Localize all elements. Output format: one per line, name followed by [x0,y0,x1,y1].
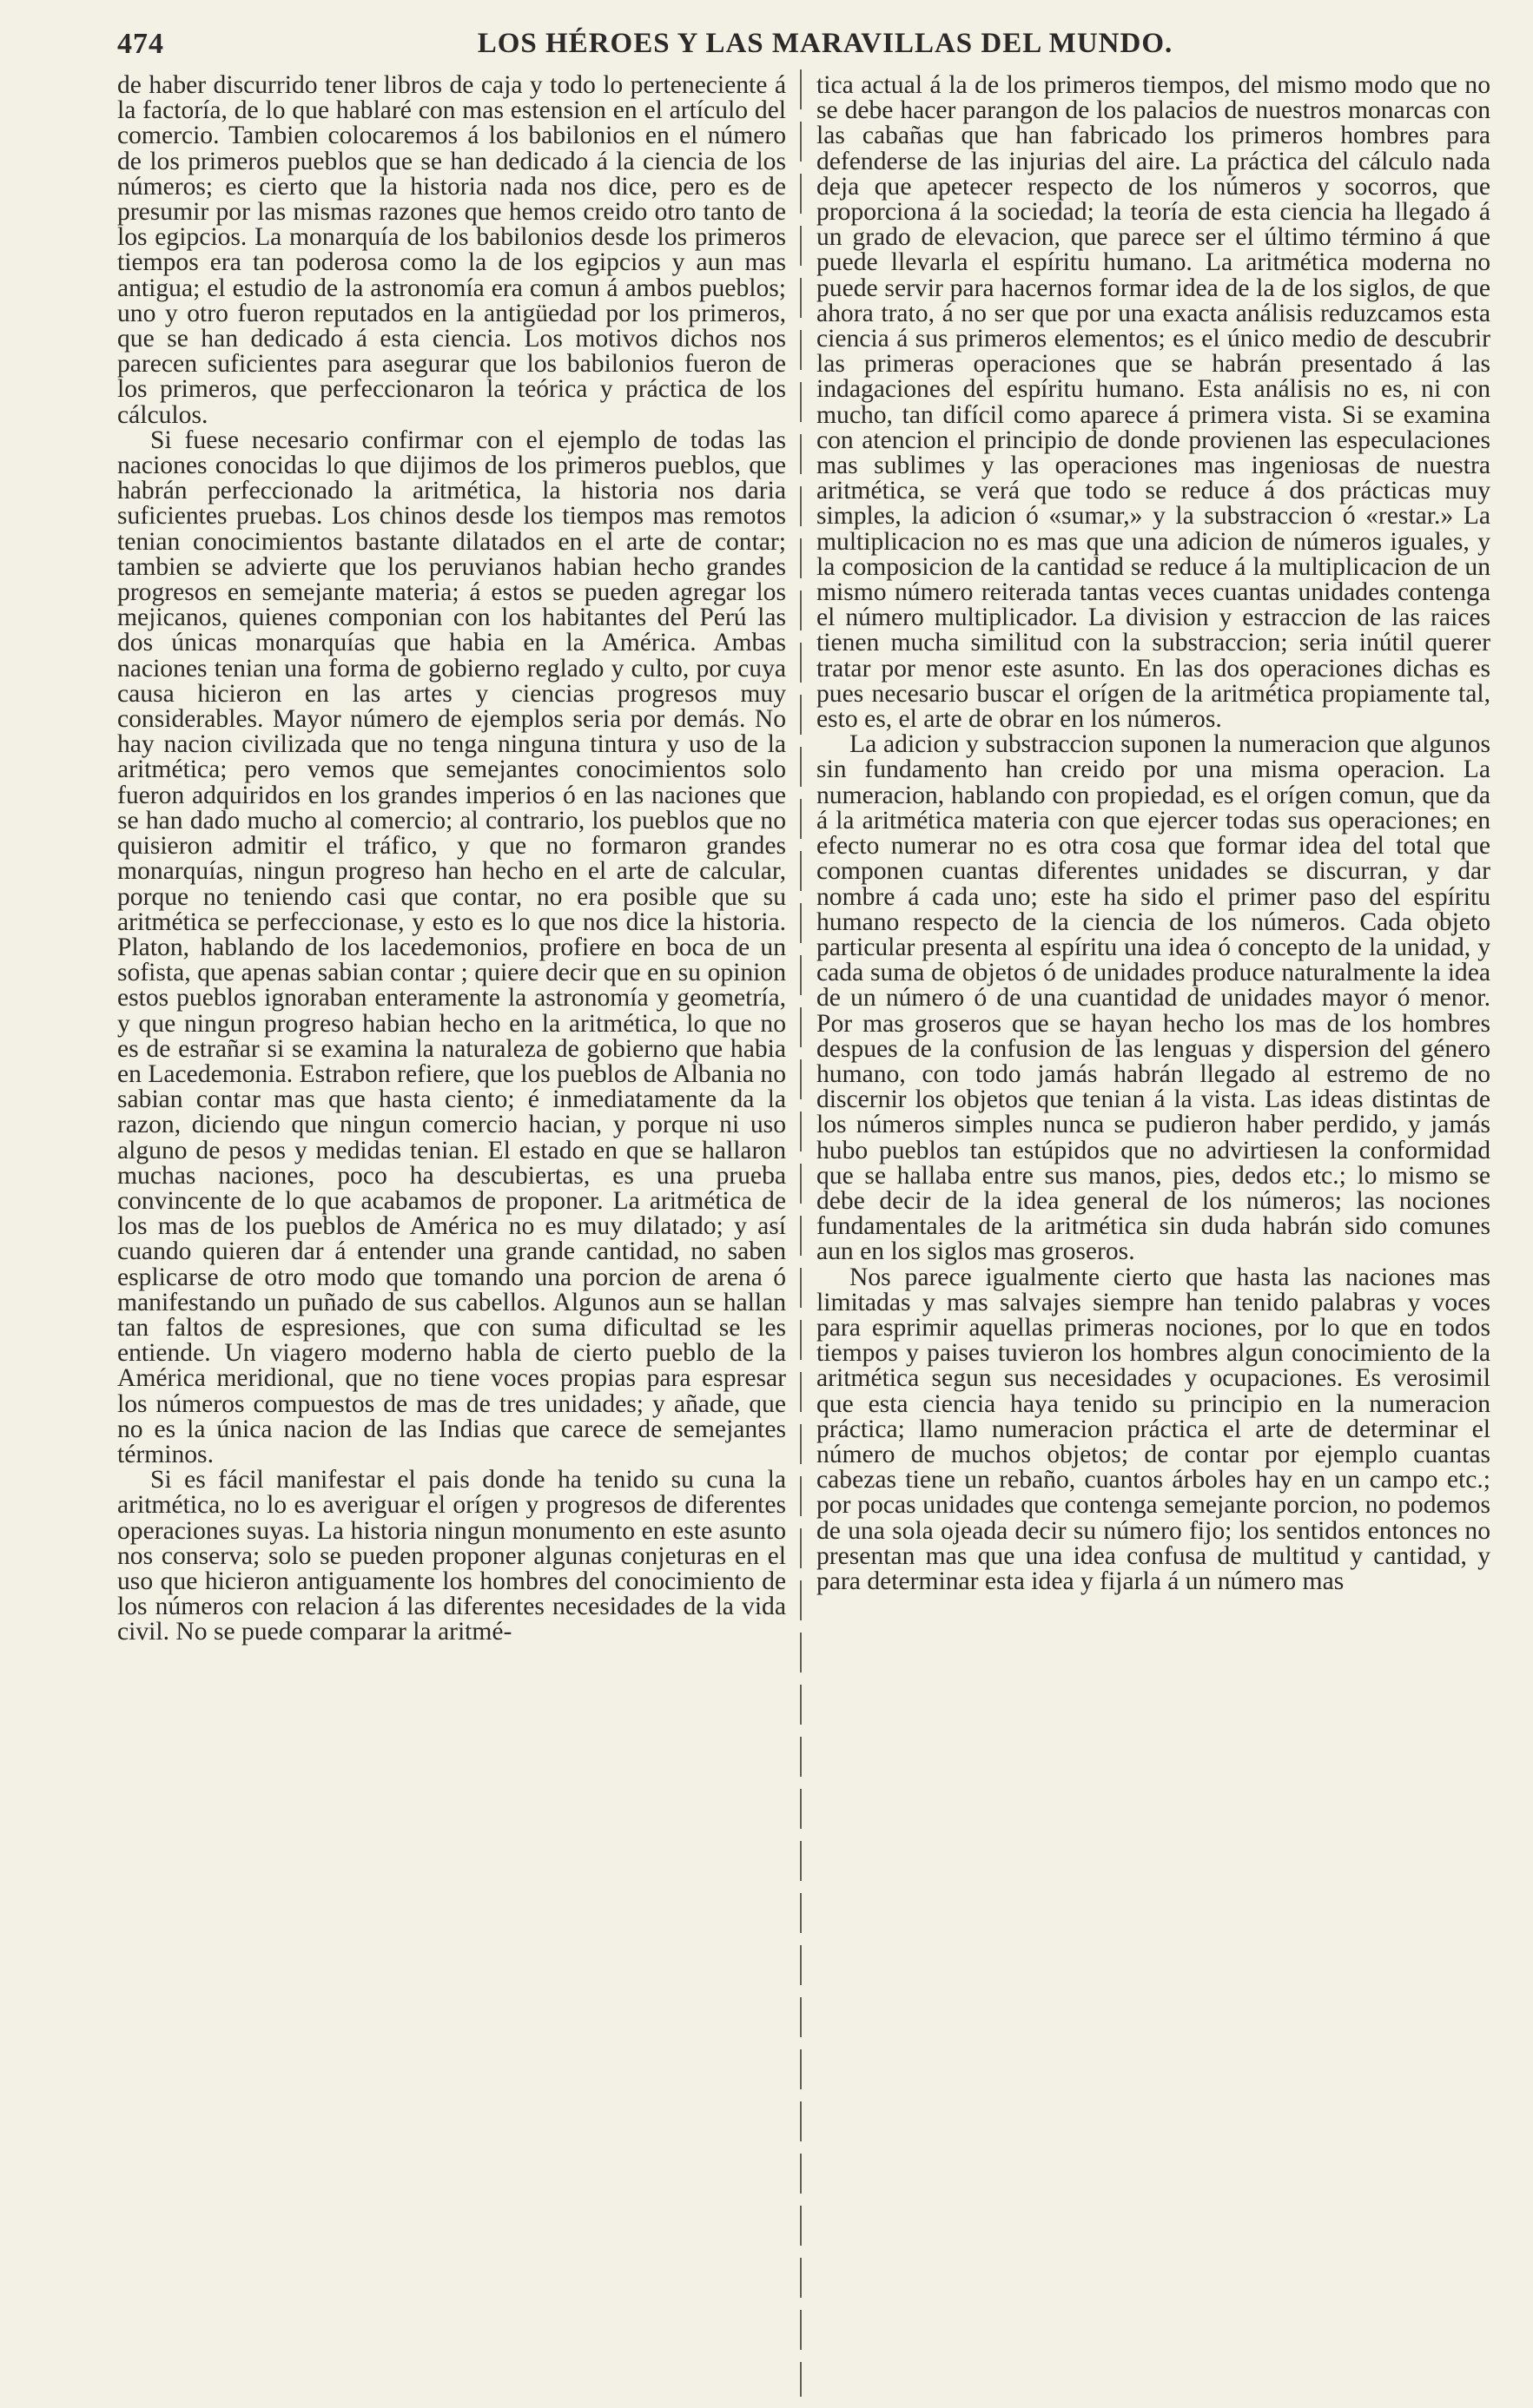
paragraph: Nos parece igualmente cierto que hasta las naciones mas limitadas y mas salvajes siempre han tenido palabras y voces para esprimir aquellas primeras nociones, por lo que en todos tiempos y paises tuvieron los hombres algun conocimiento de la aritmética segun sus necesidades y ocupaciones. Es verosimil que esta ciencia haya tenido su principio en la numeracion práctica; llamo numeracion práctica el arte de determinar el número de muchos objetos; de contar por ejemplo cuantas cabezas tiene un rebaño, cuantos árboles hay en un campo etc.; por pocas unidades que contenga semejante porcion, no podemos de una sola ojeada decir su número fijo; los sentidos entonces no presentan mas que una idea confusa de multitud y cantidad, y para determinar esta idea y fijarla á un número mas [816,1263,1490,1595]
paragraph: Si es fácil manifestar el pais donde ha tenido su cuna la aritmética, no lo es averiguar el orígen y progresos de diferentes operaciones suyas. La historia ningun monumento en este asunto nos conserva; solo se pueden proponer algunas conjeturas en el uso que hicieron antiguamente los hombres del conocimiento de los números con relacion á las diferentes necesidades de la vida civil. No se puede comparar la aritmé- [117,1466,786,1646]
paragraph: de haber discurrido tener libros de caja y todo lo perteneciente á la factoría, de lo que hablaré con mas estension en el artículo del comercio. Tambien colocaremos á los babilonios en el número de los primeros pueblos que se han dedicado á la ciencia de los números; es cierto que la historia nada nos dice, pero es de presumir por las mismas razones que hemos creido otro tanto de los egipcios. La monarquía de los babilonios desde los primeros tiempos era tan poderosa como la de los egipcios y aun mas antigua; el estudio de la astronomía era comun á ambos pueblos; uno y otro fueron reputados en la antigüedad por los primeros, que se han dedicado á esta ciencia. Los motivos dichos nos parecen suficientes para asegurar que los babilonios fueron de los primeros, que perfeccionaron la teórica y práctica de los cálculos. [117,71,786,429]
paragraph: tica actual á la de los primeros tiempos, del mismo modo que no se debe hacer parangon de los palacios de nuestros monarcas con las cabañas que han fabricado los primeros hombres para defenderse de las injurias del aire. La práctica del cálculo nada deja que apetecer respecto de los números y socorros, que proporciona á la sociedad; la teoría de esta ciencia ha llegado á un grado de elevacion, que parece ser el último término á que puede llevarla el espíritu humano. La aritmética moderna no puede servir para hacernos formar idea de la de los siglos, de que ahora trato, á no ser que por una exacta análisis reduzcamos esta ciencia á sus primeros elementos; es el único medio de descubrir las primeras operaciones que se habrán presentado á las indagaciones del espíritu humano. Esta análisis no es, ni con mucho, tan difícil como aparece á primera vista. Si se examina con atencion el principio de donde provienen las especulaciones mas sublimes y las operaciones mas ingeniosas de nuestra aritmética, se verá que todo se reduce á dos prácticas muy simples, la adicion ó «sumar,» y la substraccion ó «restar.» La multiplicacion no es mas que una adicion de números iguales, y la composicion de la cantidad se reduce á la multiplicacion de un mismo número reiterada tantas veces cuantas unidades contenga el número multiplicador. La division y estraccion de las raices tienen mucha similitud con la substraccion; seria inútil querer tratar por menor este asunto. En las dos operaciones dichas es pues necesario buscar el orígen de la aritmética propiamente tal, esto es, el arte de obrar en los números. [816,71,1490,734]
running-title: LOS HÉROES Y LAS MARAVILLAS DEL MUNDO. [477,28,1173,59]
paragraph: La adicion y substraccion suponen la numeracion que algunos sin fundamento han creido por una misma operacion. La numeracion, hablando con propiedad, es el orígen comun, que da á la aritmética materia con que ejercer todas sus operaciones; en efecto numerar no es otra cosa que formar idea del total que componen cuantas diferentes unidades se discurran, y dar nombre á cada uno; este ha sido el primer paso del espíritu humano respecto de la ciencia de los números. Cada objeto particular presenta al espíritu una idea ó concepto de la unidad, y cada suma de objetos ó de unidades produce naturalmente la idea de un número ó de una cuantidad de unidades mayor ó menor. Por mas groseros que se hayan hecho los mas de los hombres despues de la confusion de las lenguas y dispersion del género humano, con todo jamás habrán llegado al estremo de no discernir los objetos que tenian á la vista. Las ideas distintas de los números simples nunca se pudieron haber perdido, y jamás hubo pueblos tan estúpidos que no advirtiesen la conformidad que se hallaba entre sus manos, pies, dedos etc.; lo mismo se debe decir de la idea general de los números; las nociones fundamentales de la aritmética sin duda habrán sido comunes aun en los siglos mas groseros. [816,730,1490,1266]
page-number: 474 [117,28,164,60]
right-column [816,73,1490,1594]
paragraph: Si fuese necesario confirmar con el ejemplo de todas las naciones conocidas lo que dijimos de los primeros pueblos, que habrán perfeccionado la aritmética, la historia nos daria suficientes pruebas. Los chinos desde los tiempos mas remotos tenian conocimientos bastante dilatados en el arte de contar; tambien se advierte que los peruvianos habian hecho grandes progresos en semejante materia; á estos se pueden agregar los mejicanos, quienes componian con los habitantes del Perú las dos únicas monarquías que habia en la América. Ambas naciones tenian una forma de gobierno reglado y culto, por cuya causa hicieron en las artes y ciencias progresos muy considerables. Mayor número de ejemplos seria por demás. No hay nacion civilizada que no tenga ninguna tintura y uso de la aritmética; pero vemos que semejantes conocimientos solo fueron adquiridos en los grandes imperios ó en las naciones que se han dado mucho al comercio; al contrario, los pueblos que no quisieron admitir el tráfico, y que no formaron grandes monarquías, ningun progreso han hecho en el arte de calcular, porque no teniendo casi que contar, no era posible que su aritmética se perfeccionase, y esto es lo que nos dice la historia. Platon, hablando de los lacedemonios, profiere en boca de un sofista, que apenas sabian contar ; quiere decir que en su opinion estos pueblos ignoraban enteramente la astronomía y geometría, y que ningun progreso habian hecho en la aritmética, lo que no es de estrañar si se examina la naturaleza de gobierno que habia en Lacedemonia. Estrabon refiere, que los pueblos de Albania no sabian contar mas que hasta ciento; é inmediatamente da la razon, diciendo que ningun comercio hacian, y porque ni uso alguno de pesos y medidas tenian. El estado en que se hallaron muchas naciones, poco ha descubiertas, es una prueba convincente de lo que acabamos de proponer. La aritmética de los mas de los pueblos de América no es muy dilatado; y así cuando quieren dar á entender una grande cantidad, no saben esplicarse de otro modo que tomando una porcion de arena ó manifestando un puñado de sus cabellos. Algunos aun se hallan tan faltos de espresiones, que con suma dificultad se les entiende. Un viagero moderno habla de cierto pueblo de la América meridional, que no tiene voces propias para espresar los números compuestos de mas de tres unidades; y añade, que no es la única nacion de las Indias que carece de semejantes términos. [117,426,786,1468]
page-header [117,24,1498,69]
left-column [117,73,786,1646]
column-divider [800,69,802,2397]
